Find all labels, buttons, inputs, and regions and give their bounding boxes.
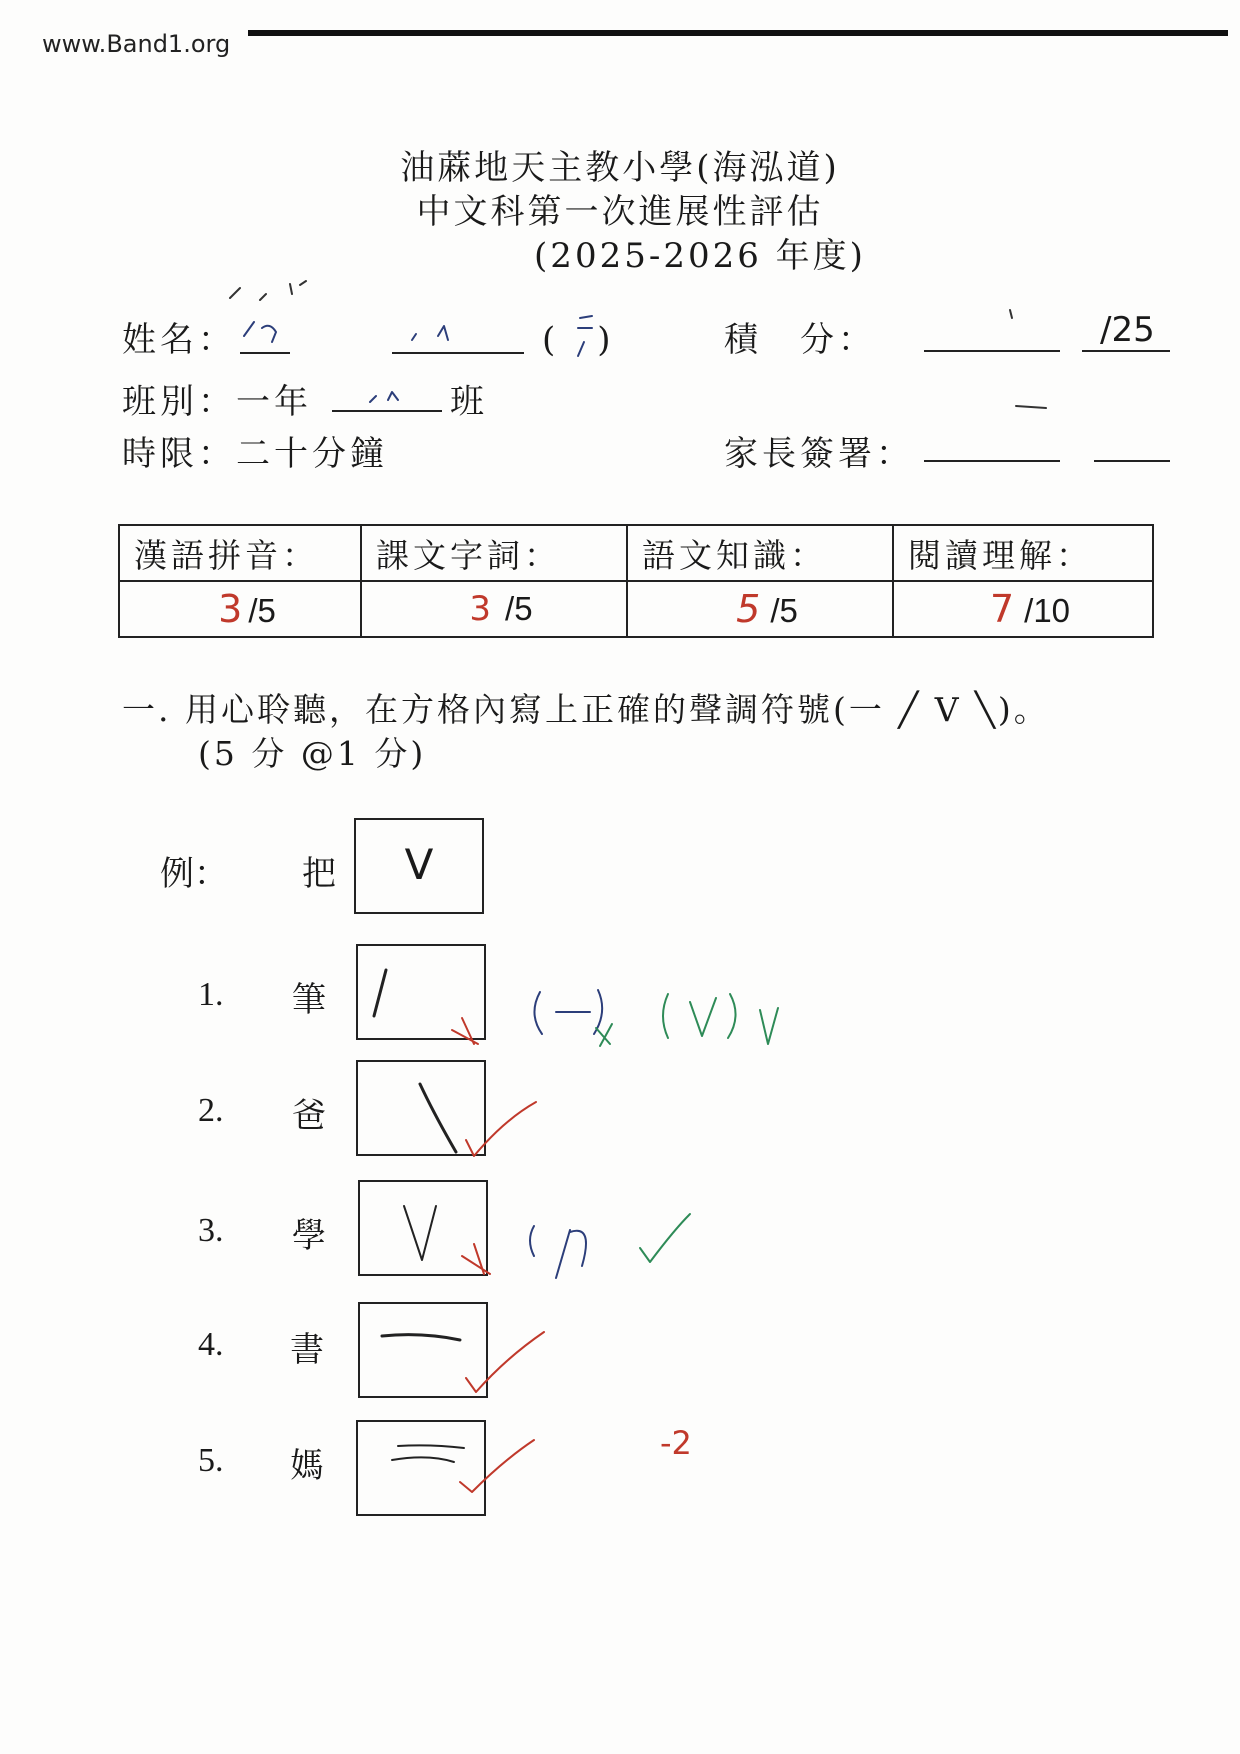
class-number-parens: ( ) (542, 320, 615, 360)
item-2-answer-handwriting (420, 1084, 456, 1152)
example-answer: V (404, 840, 434, 889)
class-number-handwriting (578, 316, 592, 356)
item-1-correction-a (534, 990, 602, 1034)
item-4-char: 書 (290, 1330, 324, 1370)
score-reading: 7 /10 (893, 581, 1153, 637)
item-4-number: 4. (198, 1326, 224, 1363)
time-limit: 時限：二十分鐘 (122, 434, 388, 474)
item-3-cross-mark (462, 1244, 490, 1274)
header-pinyin: 漢語拼音： (119, 525, 361, 581)
score-label: 積 分： (724, 320, 876, 360)
class-handwriting (370, 392, 398, 402)
class-label: 班別：一年 (122, 382, 312, 422)
item-1-cross-mark (452, 1018, 478, 1044)
item-5-char: 媽 (290, 1446, 324, 1486)
item-5-tick (460, 1440, 534, 1492)
name-handwriting-2 (412, 326, 448, 340)
item-2-number: 2. (198, 1092, 224, 1129)
name-label: 姓名： (122, 320, 236, 360)
question-1-title: 一. 用心聆聽，在方格內寫上正確的聲調符號(一 ╱ V ╲)。 (122, 690, 1050, 729)
pencil-tick (1010, 310, 1012, 318)
example-label: 例： (160, 854, 228, 894)
school-year: (2025-2026 年度) (534, 236, 866, 276)
class-suffix: 班 (450, 382, 488, 422)
pencil-dash (1016, 406, 1046, 408)
score-total: /25 (1100, 310, 1155, 350)
item-3-number: 3. (198, 1212, 224, 1249)
item-3-char: 學 (292, 1216, 326, 1256)
item-5-answer-handwriting (392, 1445, 464, 1462)
item-5-number: 5. (198, 1442, 224, 1479)
name-handwriting-1 (244, 322, 276, 342)
item-4-tick (466, 1332, 544, 1392)
watermark: www.Band1.org (42, 30, 231, 58)
pencil-scribble (230, 281, 306, 300)
question-1-marks: (5 分 @1 分) (198, 734, 427, 773)
school-name: 油蔴地天主教小學(海泓道) (400, 148, 840, 188)
score-language: 5 /5 (627, 581, 893, 637)
example-char: 把 (302, 854, 336, 894)
header-reading: 閱讀理解： (893, 525, 1153, 581)
item-1-correction-b (663, 994, 736, 1038)
item-1-answer-handwriting (374, 970, 386, 1016)
item-3-green-tick (640, 1214, 690, 1262)
item-2-tick (466, 1102, 536, 1156)
item-4-answer-handwriting (382, 1335, 460, 1340)
item-1-number: 1. (198, 976, 224, 1013)
item-3-correction (530, 1226, 586, 1278)
item-2-char: 爸 (292, 1096, 326, 1136)
score-pinyin: 3 /5 (119, 581, 361, 637)
item-1-green-tick (760, 1008, 778, 1044)
item-1-char: 筆 (292, 980, 326, 1020)
header-vocab: 課文字詞： (361, 525, 627, 581)
score-vocab: 3 /5 (361, 581, 627, 637)
item-3-answer-handwriting (404, 1206, 436, 1260)
header-language: 語文知識： (627, 525, 893, 581)
exam-title: 中文科第一次進展性評估 (416, 192, 824, 232)
deduction-mark: -2 (660, 1424, 692, 1462)
parent-signature-label: 家長簽署： (724, 434, 914, 474)
